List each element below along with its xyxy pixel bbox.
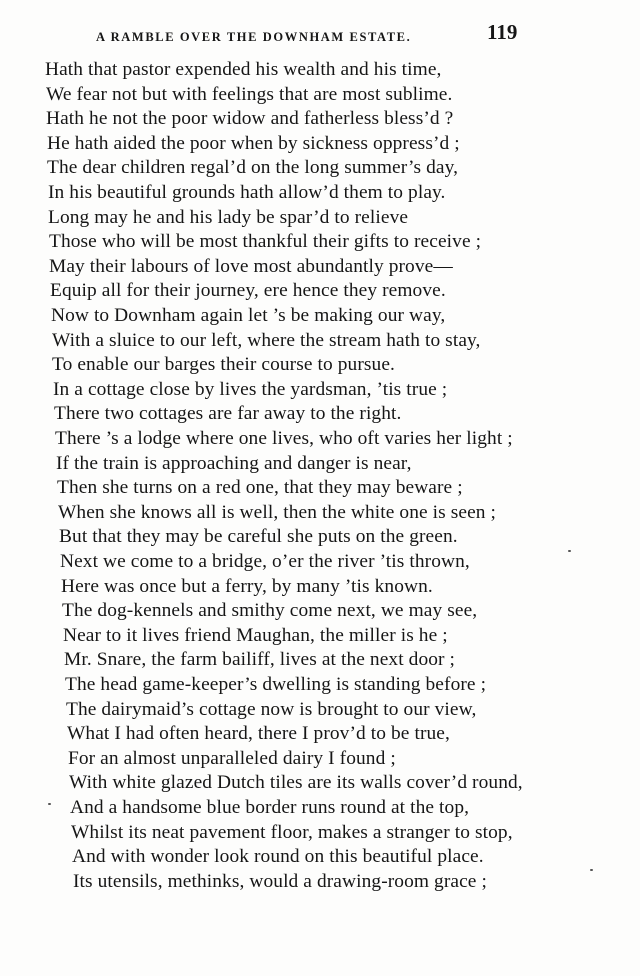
poem-line: The dairymaid’s cottage now is brought to our view,	[66, 698, 477, 720]
poem-line: Then she turns on a red one, that they may beware ;	[57, 477, 463, 499]
poem-line: There two cottages are far away to the right.	[54, 403, 402, 425]
print-speck	[590, 869, 593, 871]
poem-line: Now to Downham again let ’s be making our way,	[51, 305, 446, 326]
poem-line: We fear not but with feelings that are most sublime.	[46, 83, 453, 105]
poem-line: Long may he and his lady be spar’d to relieve	[48, 206, 409, 228]
poem-line: There ’s a lodge where one lives, who oft varies her light ;	[55, 428, 513, 449]
poem-line: Those who will be most thankful their gifts to receive ;	[49, 231, 482, 253]
poem-line: Hath he not the poor widow and fatherless bless’d ?	[46, 108, 454, 130]
page-number: 119	[487, 20, 518, 44]
poem-line: What I had often heard, there I prov’d to be true,	[67, 723, 450, 745]
poem-line: He hath aided the poor when by sickness oppress’d ;	[47, 132, 460, 154]
poem-line: The head game-keeper’s dwelling is standing before ;	[65, 674, 487, 695]
poem-line: To enable our barges their course to pursue.	[52, 354, 395, 376]
poem-line: Here was once but a ferry, by many ’tis known.	[61, 575, 433, 597]
poem-line: With a sluice to our left, where the stream hath to stay,	[52, 329, 481, 351]
poem-line: When she knows all is well, then the white one is seen ;	[58, 501, 497, 523]
poem-line: In a cottage close by lives the yardsman, ’tis true ;	[53, 378, 448, 400]
poem-line: For an almost unparalleled dairy I found ;	[68, 747, 396, 769]
poem-line: And with wonder look round on this beautiful place.	[72, 846, 484, 868]
poem-line: In his beautiful grounds hath allow’d them to play.	[48, 182, 446, 203]
poem-line: Equip all for their journey, ere hence they remove.	[50, 280, 446, 302]
poem-line: And a handsome blue border runs round at the top,	[70, 797, 470, 818]
running-title: A RAMBLE OVER THE DOWNHAM ESTATE.	[96, 30, 412, 44]
poem-line: Near to it lives friend Maughan, the miller is he ;	[63, 624, 448, 646]
poem-line: Mr. Snare, the farm bailiff, lives at the next door ;	[64, 649, 456, 671]
poem-line: But that they may be careful she puts on the green.	[59, 526, 458, 548]
poem-line: May their labours of love most abundantly prove—	[49, 255, 453, 277]
print-speck	[48, 803, 51, 805]
poem-line: With white glazed Dutch tiles are its walls cover’d round,	[69, 772, 523, 794]
poem-line: Next we come to a bridge, o’er the river ’tis thrown,	[60, 551, 470, 572]
poem-line: Hath that pastor expended his wealth and his time,	[45, 59, 442, 80]
print-speck	[568, 550, 571, 552]
poem-line: The dog-kennels and smithy come next, we may see,	[62, 600, 478, 622]
poem-line: Whilst its neat pavement floor, makes a stranger to stop,	[71, 821, 513, 843]
poem-line: The dear children regal’d on the long summer’s day,	[47, 157, 459, 179]
poem-line: Its utensils, methinks, would a drawing-room grace ;	[73, 870, 487, 892]
poem-line: If the train is approaching and danger is near,	[56, 452, 412, 474]
